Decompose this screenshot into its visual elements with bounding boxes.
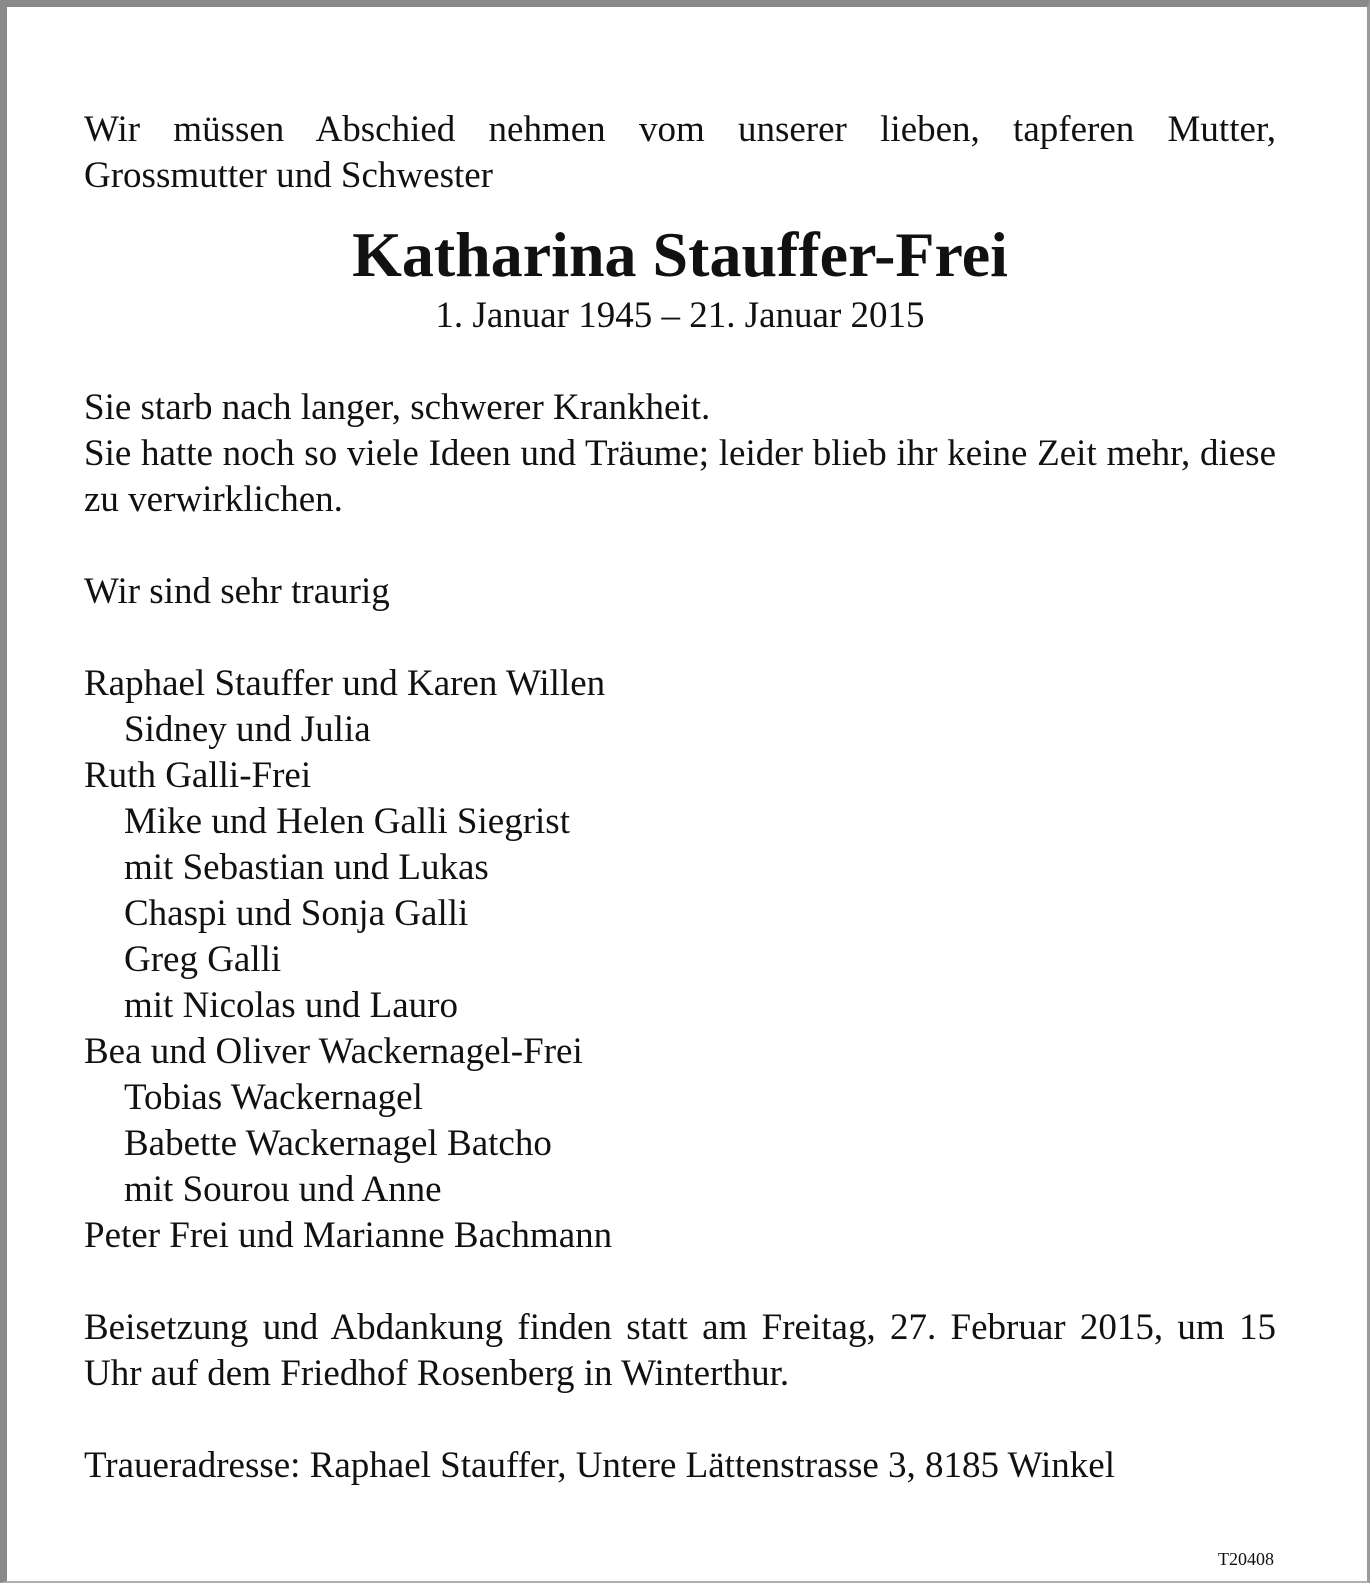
message-line-2: Sie hatte noch so viele Ideen und Träume; leider blieb ihr keine Zeit mehr, diese zu verwirklichen. bbox=[84, 433, 1276, 520]
family-member: Raphael Stauffer und Karen Willen bbox=[84, 663, 606, 704]
family-member: mit Sebastian und Lukas bbox=[124, 847, 489, 888]
family-member: mit Nicolas und Lauro bbox=[124, 985, 458, 1026]
family-member: Sidney und Julia bbox=[124, 709, 371, 750]
family-member: Chaspi und Sonja Galli bbox=[124, 893, 469, 934]
message-line-1: Sie starb nach langer, schwerer Krankheit. bbox=[84, 387, 711, 428]
family-member: Mike und Helen Galli Siegrist bbox=[124, 801, 570, 842]
family-list bbox=[84, 661, 1276, 1259]
reference-code: T20408 bbox=[1218, 1549, 1274, 1569]
spacer bbox=[84, 1259, 1276, 1305]
spacer bbox=[84, 523, 1276, 569]
family-member: Babette Wackernagel Batcho bbox=[124, 1123, 552, 1164]
funeral-info: Beisetzung und Abdankung finden statt am Freitag, 27. Februar 2015, um 15 Uhr auf dem Friedhof Rosenberg in Winterthur. bbox=[84, 1307, 1276, 1394]
intro-text: Wir müssen Abschied nehmen vom unserer lieben, tapferen Mutter, Grossmutter und Schwester bbox=[84, 109, 1276, 196]
family-member: Tobias Wackernagel bbox=[124, 1077, 423, 1118]
sadness-text: Wir sind sehr traurig bbox=[84, 571, 390, 612]
family-member: Greg Galli bbox=[124, 939, 282, 980]
family-member: mit Sourou und Anne bbox=[124, 1169, 442, 1210]
deceased-name: Katharina Stauffer-Frei bbox=[352, 219, 1008, 290]
spacer bbox=[84, 615, 1276, 661]
family-member: Peter Frei und Marianne Bachmann bbox=[84, 1215, 613, 1256]
family-member: Ruth Galli-Frei bbox=[84, 755, 312, 796]
family-member: Bea und Oliver Wackernagel-Frei bbox=[84, 1031, 583, 1072]
mourning-address: Traueradresse: Raphael Stauffer, Untere Lättenstrasse 3, 8185 Winkel bbox=[84, 1445, 1116, 1486]
spacer bbox=[84, 1397, 1276, 1443]
life-dates: 1. Januar 1945 – 21. Januar 2015 bbox=[435, 295, 925, 336]
obituary-notice bbox=[84, 107, 1276, 1489]
spacer bbox=[84, 339, 1276, 385]
